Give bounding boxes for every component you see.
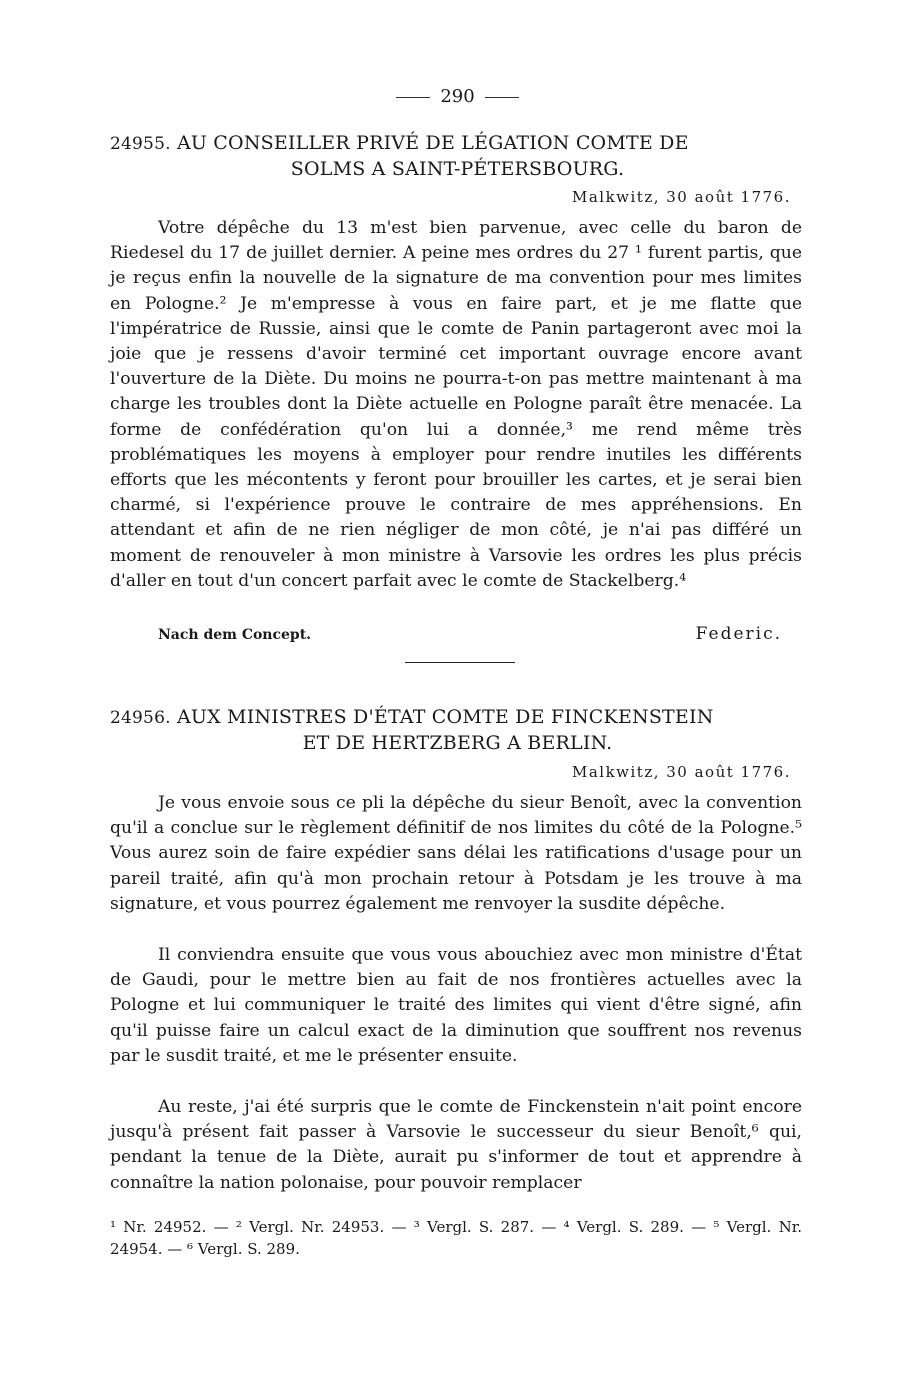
letter1-heading-line1: AU CONSEILLER PRIVÉ DE LÉGATION COMTE DE	[176, 132, 689, 154]
letter1-source-note: Nach dem Concept.	[158, 627, 312, 643]
letter1-number: 24955.	[110, 134, 171, 154]
letter2-heading-line1: AUX MINISTRES D'ÉTAT COMTE DE FINCKENSTEIN	[176, 706, 714, 728]
letter1-heading-line2: SOLMS A SAINT-PÉTERSBOURG.	[290, 158, 625, 180]
letter1-dateline: Malkwitz, 30 août 1776.	[571, 188, 791, 206]
footnotes: ¹ Nr. 24952. — ² Vergl. Nr. 24953. — ³ Vergl. S. 287. — ⁴ Vergl. S. 289. — ⁵ Vergl. Nr. 24954. — ⁶ Vergl. S. 289.	[110, 1218, 802, 1258]
letter1-heading	[110, 131, 805, 182]
letter2-paragraph-1: Je vous envoie sous ce pli la dépêche du sieur Benoît, avec la convention qu'il a conclue sur le règlement définitif de nos limites du côté de la Pologne.⁵ Vous aurez soin de faire expédier sans délai les ratifications d'usage pour un pareil traité, afin qu'à mon prochain retour à Potsdam je les trouve à ma signature, et vous pourrez également me renvoyer la susdite dépêche.	[110, 793, 802, 914]
page-number	[110, 86, 805, 107]
letter2-heading	[110, 705, 805, 756]
letter2-paragraph-3: Au reste, j'ai été surpris que le comte de Finckenstein n'ait point encore jusqu'à présent fait passer à Varsovie le successeur du sieur Benoît,⁶ qui, pendant la tenue de la Diète, aurait pu s'informer de tout et apprendre à connaître la nation polonaise, pour pouvoir remplacer	[110, 1097, 802, 1193]
page-number-dash-left	[396, 97, 430, 98]
page-number-dash-right	[485, 97, 519, 98]
letter2-paragraph-2: Il conviendra ensuite que vous vous abouchiez avec mon ministre d'État de Gaudi, pour le mettre bien au fait de nos frontières actuelles avec la Pologne et lui communiquer le traité des limites qui vient d'être signé, afin qu'il puisse faire un calcul exact de la diminution que souffrent nos revenus par le susdit traité, et me le présenter ensuite.	[110, 945, 802, 1066]
letter2-dateline: Malkwitz, 30 août 1776.	[571, 763, 791, 781]
letter2-number: 24956.	[110, 708, 171, 728]
letter1-signature: Federic.	[695, 624, 782, 644]
letter1-signature-line	[110, 624, 782, 644]
letter2-heading-line2: ET DE HERTZBERG A BERLIN.	[302, 732, 613, 754]
section-divider	[405, 662, 515, 663]
page-number-text: 290	[440, 86, 475, 107]
letter1-body: Votre dépêche du 13 m'est bien parvenue, avec celle du baron de Riedesel du 17 de juillet dernier. A peine mes ordres du 27 ¹ furent partis, que je reçus enfin la nouvelle de la signature de ma convention pour mes limites en Pologne.² Je m'empresse à vous en faire part, et je me flatte que l'impératrice de Russie, ainsi que le comte de Panin partageront avec moi la joie que je ressens d'avoir terminé cet important ouvrage encore avant l'ouverture de la Diète. Du moins ne pourra-t-on pas mettre maintenant à ma charge les troubles dont la Diète actuelle en Pologne paraît être menacée. La forme de confédération qu'on lui a donnée,³ me rend même très problématiques les moyens à employer pour rendre inutiles les différents efforts que les mécontents y feront pour brouiller les cartes, et je serai bien charmé, si l'expérience prouve le contraire de mes appréhensions. En attendant et afin de ne rien négliger de mon côté, je n'ai pas différé un moment de renouveler à mon ministre à Varsovie les ordres les plus précis d'aller en tout d'un concert parfait avec le comte de Stackelberg.⁴	[110, 218, 802, 591]
